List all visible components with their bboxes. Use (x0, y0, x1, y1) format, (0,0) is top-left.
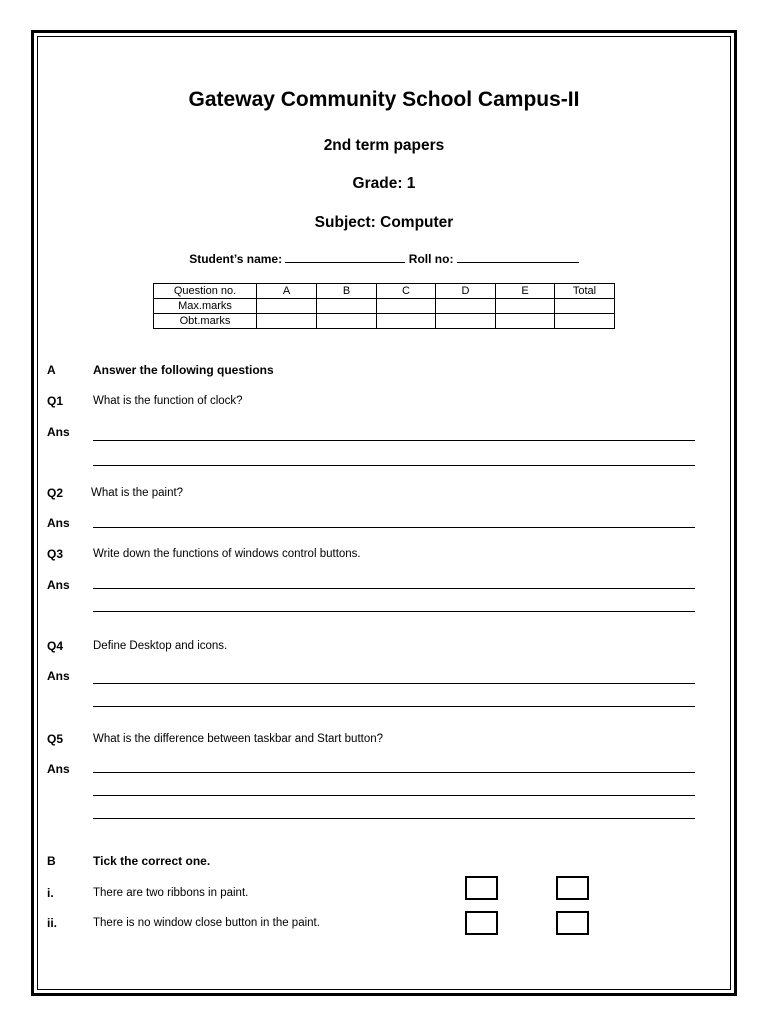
section-b-label: B (47, 854, 56, 868)
q1-label: Q1 (47, 394, 64, 408)
col-header: E (496, 284, 555, 299)
answer-line[interactable] (93, 772, 695, 773)
tick-box[interactable] (556, 876, 589, 900)
student-name-label: Student’s name: (189, 252, 283, 266)
row-header: Max.marks (154, 299, 257, 314)
col-header: D (436, 284, 496, 299)
table-cell[interactable] (555, 299, 615, 314)
answer-line[interactable] (93, 706, 695, 707)
col-header: Total (555, 284, 615, 299)
row-header: Obt.marks (154, 314, 257, 329)
item-i-text: There are two ribbons in paint. (93, 887, 249, 899)
tick-box[interactable] (465, 911, 498, 935)
answer-line[interactable] (93, 611, 695, 612)
q5-label: Q5 (47, 732, 64, 746)
student-info-line (0, 250, 768, 266)
ans-label: Ans (47, 516, 70, 530)
col-header: C (377, 284, 436, 299)
table-cell[interactable] (377, 314, 436, 329)
q4-text: Define Desktop and icons. (93, 640, 228, 652)
table-cell[interactable] (257, 314, 317, 329)
tick-box[interactable] (556, 911, 589, 935)
grade-title: Grade: 1 (352, 175, 416, 192)
col-header: B (317, 284, 377, 299)
table-cell[interactable] (317, 314, 377, 329)
answer-line[interactable] (93, 527, 695, 528)
answer-line[interactable] (93, 440, 695, 441)
marks-table-row (154, 314, 615, 329)
table-cell[interactable] (257, 299, 317, 314)
ans-label: Ans (47, 762, 70, 776)
marks-table (153, 283, 615, 329)
tick-box[interactable] (465, 876, 498, 900)
col-header: Question no. (154, 284, 257, 299)
q3-text: Write down the functions of windows control buttons. (93, 548, 361, 560)
q2-label: Q2 (47, 486, 64, 500)
q5-text: What is the difference between taskbar and Start button? (93, 733, 384, 745)
marks-table-row (154, 299, 615, 314)
marks-table-header-row (154, 284, 615, 299)
section-a-label: A (47, 363, 56, 377)
item-ii-label: ii. (47, 916, 58, 930)
answer-line[interactable] (93, 818, 695, 819)
col-header: A (257, 284, 317, 299)
answer-line[interactable] (93, 683, 695, 684)
item-ii-text: There is no window close button in the paint. (93, 917, 320, 929)
answer-line[interactable] (93, 795, 695, 796)
school-title: Gateway Community School Campus-II (188, 88, 580, 111)
table-cell[interactable] (496, 314, 555, 329)
table-cell[interactable] (436, 299, 496, 314)
ans-label: Ans (47, 578, 70, 592)
table-cell[interactable] (377, 299, 436, 314)
roll-no-blank[interactable] (457, 250, 579, 263)
q4-label: Q4 (47, 639, 64, 653)
ans-label: Ans (47, 669, 70, 683)
term-title: 2nd term papers (323, 137, 445, 154)
table-cell[interactable] (496, 299, 555, 314)
table-cell[interactable] (555, 314, 615, 329)
roll-no-label: Roll no: (408, 252, 454, 266)
section-b-heading: Tick the correct one. (93, 854, 211, 868)
table-cell[interactable] (317, 299, 377, 314)
table-cell[interactable] (436, 314, 496, 329)
q3-label: Q3 (47, 547, 64, 561)
student-name-blank[interactable] (285, 250, 405, 263)
subject-title: Subject: Computer (314, 214, 454, 231)
section-a-heading: Answer the following questions (93, 363, 274, 377)
ans-label: Ans (47, 425, 70, 439)
item-i-label: i. (47, 886, 54, 900)
answer-line[interactable] (93, 588, 695, 589)
answer-line[interactable] (93, 465, 695, 466)
q1-text: What is the function of clock? (93, 395, 243, 407)
q2-text: What is the paint? (91, 487, 184, 499)
